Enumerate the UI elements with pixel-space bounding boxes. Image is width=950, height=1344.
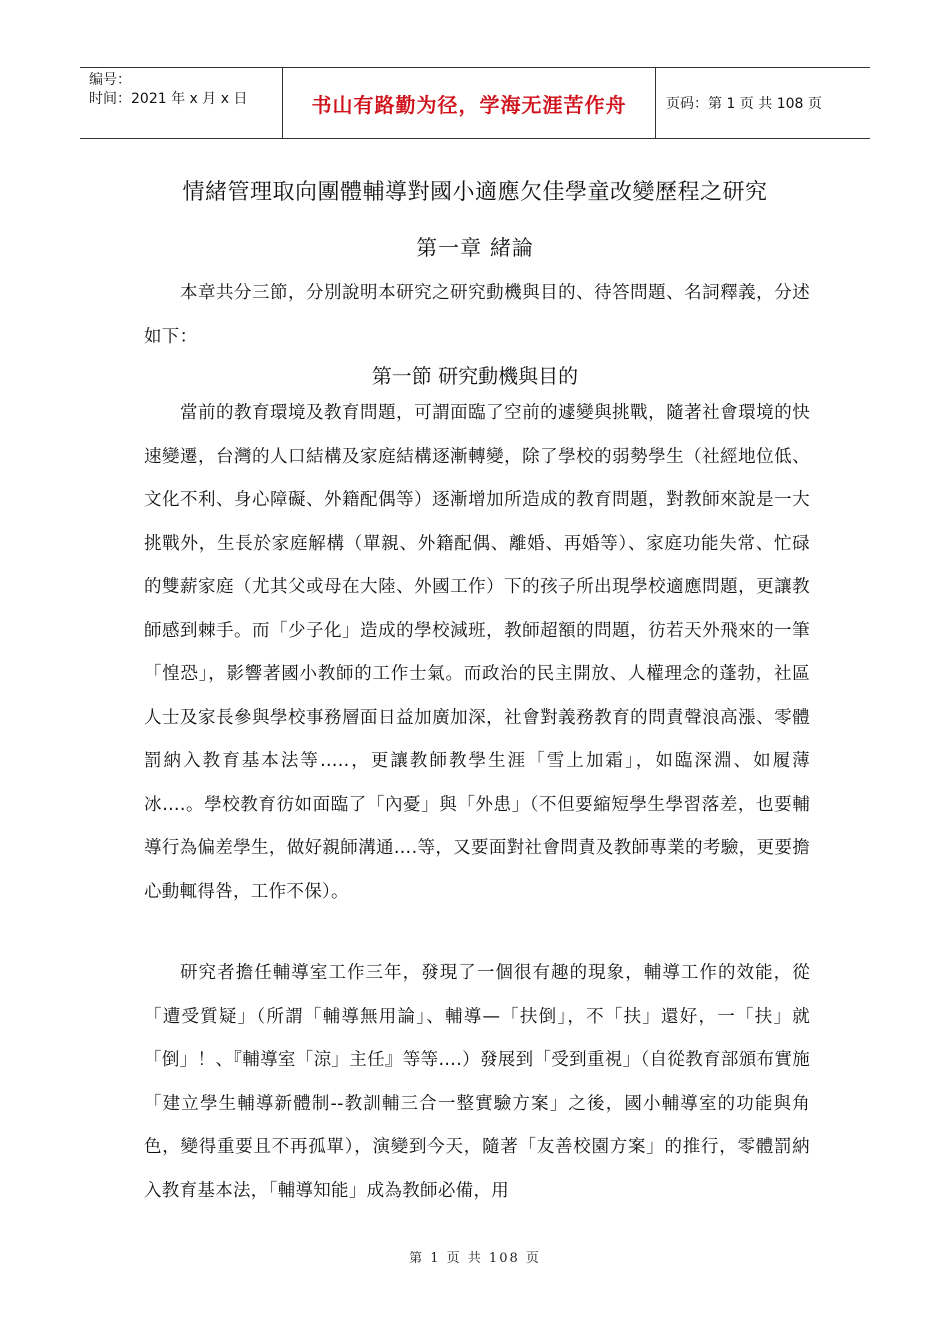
section-title: 第一節 研究動機與目的 <box>371 364 579 388</box>
date-label: 时间：2021 年 x 月 x 日 <box>89 91 248 107</box>
document-title: 情緒管理取向團體輔導對國小適應欠佳學童改變歷程之研究 <box>182 180 768 205</box>
body-paragraph-2: 研究者擔任輔導室工作三年，發現了一個很有趣的現象，輔導工作的效能，從「遭受質疑」（所謂「輔導無用論」、輔導—「扶倒」，不「扶」還好，一「扶」就「倒」！、『輔導室「涼」主任』等等….）發展到「受到重視」（自從教育部頒布實施「建立學生輔導新體制--教訓輔三合一整實驗方案」之後，國小輔導室的功能與角色，變得重要且不再孤單），演變到今天，隨著「友善校園方案」的推行，零體罰納入教育基本法，「輔導知能」成為教師必備，用 <box>144 963 810 1201</box>
header-motto: 书山有路勤为径，学海无涯苦作舟 <box>282 68 656 138</box>
header-page-label: 页码：第 1 页 共 108 页 <box>666 96 822 112</box>
number-label: 编号： <box>89 72 131 88</box>
header-meta <box>80 68 282 138</box>
document-header <box>80 67 870 139</box>
body-paragraph-1: 當前的教育環境及教育問題，可謂面臨了空前的遽變與挑戰，隨著社會環境的快速變遷，台灣的人口結構及家庭結構逐漸轉變，除了學校的弱勢學生（社經地位低、文化不利、身心障礙、外籍配偶等）逐漸增加所造成的教育問題，對教師來說是一大挑戰外，生長於家庭解構（單親、外籍配偶、離婚、再婚等）、家庭功能失常、忙碌的雙薪家庭（尤其父或母在大陸、外國工作）下的孩子所出現學校適應問題，更讓教師感到棘手。而「少子化」造成的學校減班，教師超額的問題，彷若天外飛來的一筆「惶恐」，影響著國小教師的工作士氣。而政治的民主開放、人權理念的蓬勃，社區人士及家長參與學校事務層面日益加廣加深，社會對義務教育的問責聲浪高漲、零體罰納入教育基本法等…..，更讓教師教學生涯「雪上加霜」，如臨深淵、如履薄冰….。學校教育彷如面臨了「內憂」與「外患」（不但要縮短學生學習落差，也要輔導行為偏差學生，做好親師溝通….等，又要面對社會問責及教師專業的考驗，更要擔心動輒得咎，工作不保）。 <box>144 403 810 902</box>
chapter-title: 第一章 緒論 <box>416 236 534 260</box>
page-footer: 第 1 页 共 108 页 <box>409 1251 541 1266</box>
chapter-intro: 本章共分三節，分別說明本研究之研究動機與目的、待答問題、名詞釋義，分述如下： <box>144 283 810 347</box>
